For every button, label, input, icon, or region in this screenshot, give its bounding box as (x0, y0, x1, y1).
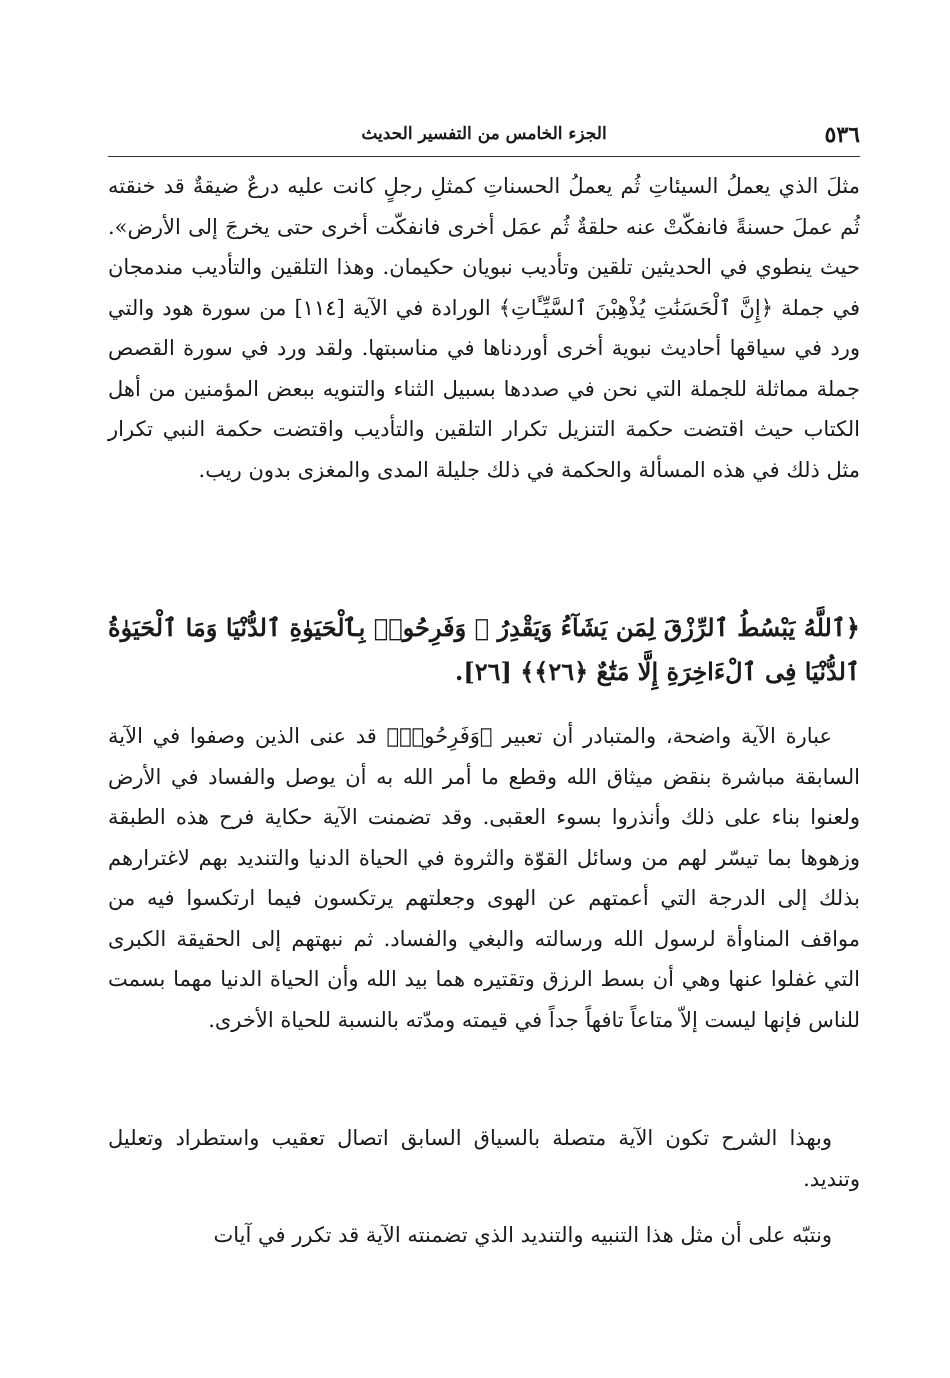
running-title: الجزء الخامس من التفسير الحديث (361, 124, 607, 144)
header-divider (108, 156, 860, 157)
paragraph-2: عبارة الآية واضحة، والمتبادر أن تعبير ﴿وَفَرِحُوا۟﴾ قد عنى الذين وصفوا في الآية السابقة مباشرة بنقض ميثاق الله وقطع ما أمر الله به أن يوصل والفساد في الأرض ولعنوا بناء على ذلك وأنذروا بسوء العقبى. وقد تضمنت الآية حكاية فرح هذه الطبقة وزهوها بما تيسّر لهم من وسائل القوّة والثروة في الحياة الدنيا والتنديد بهم لاغترارهم بذلك إلى الدرجة التي أعمتهم عن الهوى وجعلتهم يرتكسون فيما ارتكسوا فيه من مواقف المناوأة لرسول الله ورسالته والبغي والفساد. ثم نبهتهم إلى الحقيقة الكبرى التي غفلوا عنها وهي أن بسط الرزق وتقتيره هما بيد الله وأن الحياة الدنيا مهما بسمت للناس فإنها ليست إلاّ متاعاً تافهاً جداً في قيمته ومدّته بالنسبة للحياة الأخرى. (108, 724, 861, 1032)
quran-verse: ﴿ٱللَّهُ يَبْسُطُ ٱلرِّزْقَ لِمَن يَشَآءُ وَيَقْدِرُ ۚ وَفَرِحُوا۟ بِٱلْحَيَوٰةِ ٱلدُّنْيَا وَمَا ٱلْحَيَوٰةُ ٱلدُّنْيَا فِى ٱلْءَاخِرَةِ إِلَّا مَتَٰعٌ ﴿٢٦﴾﴾ [٢٦]. (108, 613, 860, 686)
paragraph-1: مثلَ الذي يعملُ السيئاتِ ثُم يعملُ الحسناتِ كمثلِ رجلٍ كانت عليه درعٌ ضيقةٌ قد خنقته ثُم عملَ حسنةً فانفكّتْ عنه حلقةٌ ثُم عمَل أخرى فانفكّت أخرى حتى يخرجَ إلى الأرض». حيث ينطوي في الحديثين تلقين وتأديب نبويان حكيمان. وهذا التلقين والتأديب مندمجان في جملة ﴿إِنَّ ٱلْحَسَنَٰتِ يُذْهِبْنَ ٱلسَّيِّـَٔاتِ﴾ الورادة في الآية [١١٤] من سورة هود والتي ورد في سياقها أحاديث نبوية أخرى أوردناها في مناسبتها. ولقد ورد في سورة القصص جملة مماثلة للجملة التي نحن في صددها بسبيل الثناء والتنويه ببعض المؤمنين من أهل الكتاب حيث اقتضت حكمة التنزيل تكرار التلقين والتأديب واقتضت حكمة النبي تكرار مثل ذلك في هذه المسألة والحكمة في ذلك جليلة المدى والمغزى بدون ريب. (108, 174, 860, 482)
page-header (108, 122, 860, 152)
page-number: ٥٣٦ (824, 122, 860, 148)
paragraph-3: وبهذا الشرح تكون الآية متصلة بالسياق السابق اتصال تعقيب واستطراد وتعليل وتنديد. (108, 1126, 860, 1191)
paragraph-4: ونتبّه على أن مثل هذا التنبيه والتنديد الذي تضمنته الآية قد تكرر في آيات (213, 1223, 832, 1247)
